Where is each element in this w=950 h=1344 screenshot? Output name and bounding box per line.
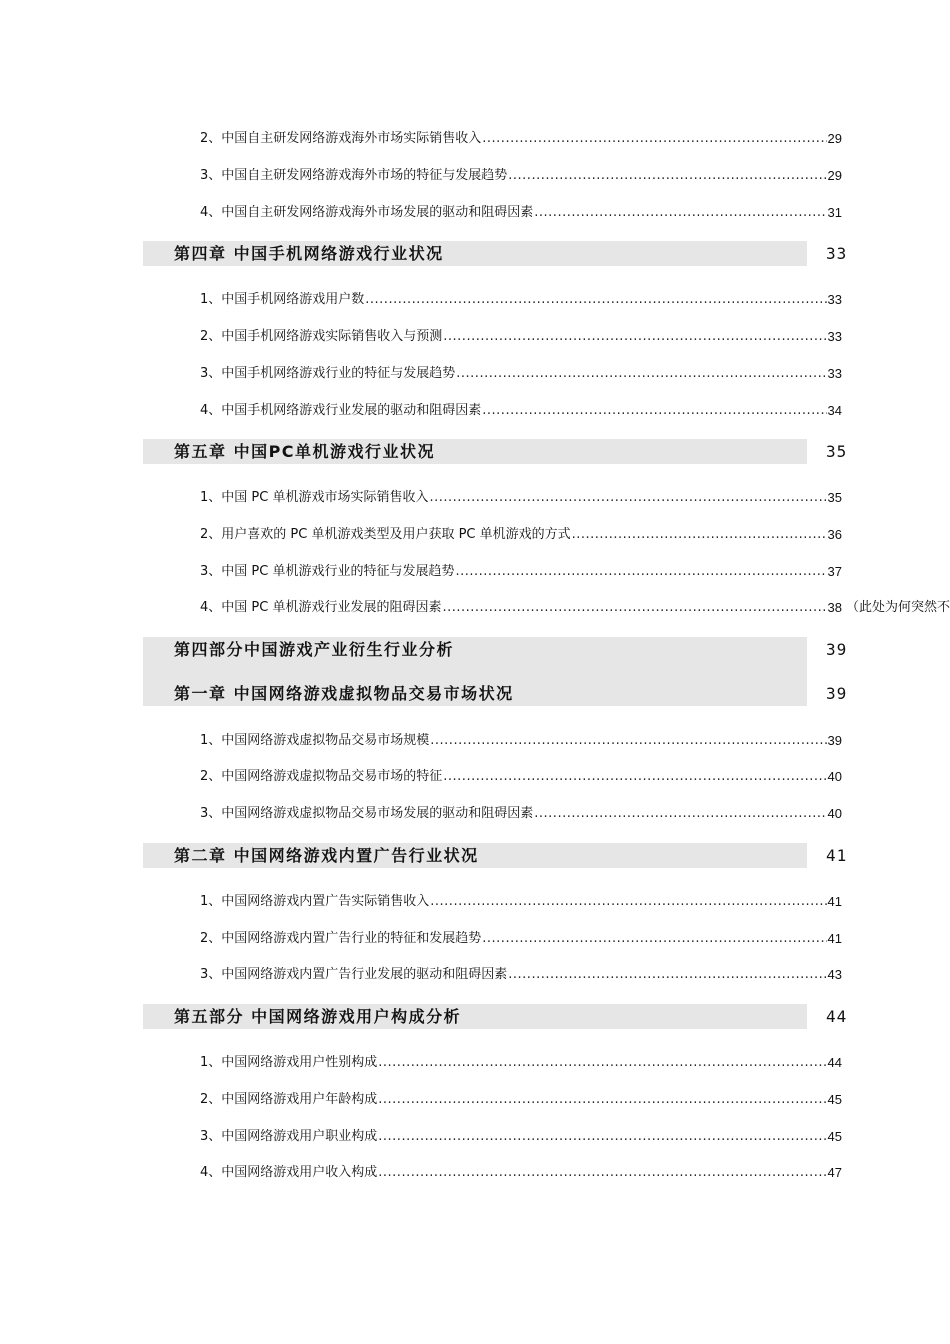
toc-leader-dots <box>508 168 826 184</box>
toc-entry-page: 34 <box>827 403 842 418</box>
toc-entry-label: 2、中国自主研发网络游戏海外市场实际销售收入 <box>200 131 482 146</box>
toc-leader-dots <box>456 366 826 382</box>
toc-entry[interactable] <box>200 362 842 382</box>
toc-entry-label: 2、中国手机网络游戏实际销售收入与预测 <box>200 329 443 344</box>
toc-leader-dots <box>378 1165 826 1181</box>
toc-entry[interactable] <box>200 201 842 221</box>
toc-entry[interactable] <box>200 288 842 308</box>
toc-entry[interactable] <box>200 1161 842 1181</box>
toc-entry-page: 37 <box>827 564 842 579</box>
toc-entry-page: 40 <box>827 806 842 821</box>
toc-entry[interactable] <box>200 164 842 184</box>
part-heading[interactable]: 第四部分中国游戏产业衍生行业分析 <box>174 640 455 659</box>
toc-entry-page: 36 <box>827 527 842 542</box>
toc-entry-page: 33 <box>827 292 842 307</box>
toc-entry[interactable] <box>200 596 950 616</box>
toc-entry-label: 1、中国网络游戏用户性别构成 <box>200 1055 378 1070</box>
toc-entry-label: 3、中国网络游戏虚拟物品交易市场发展的驱动和阻碍因素 <box>200 806 534 821</box>
toc-leader-dots <box>508 967 826 983</box>
toc-entry-label: 3、中国自主研发网络游戏海外市场的特征与发展趋势 <box>200 168 508 183</box>
toc-entry[interactable] <box>200 927 842 947</box>
toc-entry[interactable] <box>200 963 842 983</box>
toc-entry-page: 45 <box>827 1129 842 1144</box>
toc-entry-label: 2、中国网络游戏虚拟物品交易市场的特征 <box>200 769 443 784</box>
chapter-heading[interactable]: 第二章 中国网络游戏内置广告行业状况 <box>174 846 479 865</box>
toc-entry[interactable] <box>200 127 842 147</box>
toc-entry-label: 2、中国网络游戏内置广告行业的特征和发展趋势 <box>200 931 482 946</box>
toc-entry-label: 4、中国自主研发网络游戏海外市场发展的驱动和阻碍因素 <box>200 205 534 220</box>
toc-entry-page: 40 <box>827 769 842 784</box>
toc-leader-dots <box>378 1055 826 1071</box>
chapter-heading[interactable]: 第五章 中国PC单机游戏行业状况 <box>174 442 436 461</box>
chapter-heading-page: 35 <box>826 442 848 461</box>
part-heading[interactable]: 第五部分 中国网络游戏用户构成分析 <box>174 1007 462 1026</box>
toc-entry-label: 4、中国手机网络游戏行业发展的驱动和阻碍因素 <box>200 403 482 418</box>
chapter-heading[interactable]: 第四章 中国手机网络游戏行业状况 <box>174 244 444 263</box>
toc-entry-page: 38 <box>827 600 842 615</box>
toc-leader-dots <box>430 894 826 910</box>
toc-entry-label: 3、中国网络游戏用户职业构成 <box>200 1129 378 1144</box>
toc-entry-page: 47 <box>827 1165 842 1180</box>
toc-entry[interactable] <box>200 890 842 910</box>
toc-entry[interactable] <box>200 765 842 785</box>
toc-leader-dots <box>482 403 826 419</box>
toc-leader-dots <box>443 769 826 785</box>
toc-entry-page: 45 <box>827 1092 842 1107</box>
toc-leader-dots <box>534 806 826 822</box>
toc-leader-dots <box>378 1092 826 1108</box>
toc-leader-dots <box>365 292 826 308</box>
chapter-heading-page: 41 <box>826 846 848 865</box>
toc-leader-dots <box>572 527 827 543</box>
toc-entry[interactable] <box>200 1088 842 1108</box>
toc-entry-label: 2、中国网络游戏用户年龄构成 <box>200 1092 378 1107</box>
toc-leader-dots <box>534 205 826 221</box>
toc-leader-dots <box>430 733 826 749</box>
comment-note: （此处为何突然不 <box>845 600 950 615</box>
toc-entry-label: 1、中国网络游戏内置广告实际销售收入 <box>200 894 430 909</box>
toc-entry[interactable] <box>200 802 842 822</box>
toc-entry-page: 44 <box>827 1055 842 1070</box>
chapter-heading-page: 33 <box>826 244 848 263</box>
toc-entry-page: 29 <box>827 168 842 183</box>
toc-entry-page: 35 <box>827 490 842 505</box>
toc-entry-label: 3、中国网络游戏内置广告行业发展的驱动和阻碍因素 <box>200 967 508 982</box>
toc-leader-dots <box>429 490 826 506</box>
toc-entry[interactable] <box>200 1051 842 1071</box>
toc-entry-page: 31 <box>827 205 842 220</box>
toc-leader-dots <box>455 564 826 580</box>
toc-entry-page: 39 <box>827 733 842 748</box>
toc-entry-page: 43 <box>827 967 842 982</box>
toc-entry-label: 2、用户喜欢的 PC 单机游戏类型及用户获取 PC 单机游戏的方式 <box>200 527 571 542</box>
toc-leader-dots <box>482 931 826 947</box>
toc-entry-page: 41 <box>827 931 842 946</box>
chapter-heading[interactable]: 第一章 中国网络游戏虚拟物品交易市场状况 <box>174 684 514 703</box>
toc-leader-dots <box>443 329 826 345</box>
toc-leader-dots <box>378 1129 826 1145</box>
toc-entry[interactable] <box>200 729 842 749</box>
toc-entry-page: 33 <box>827 366 842 381</box>
chapter-heading-page: 39 <box>826 684 848 703</box>
part-heading-page: 44 <box>826 1007 848 1026</box>
toc-entry-label: 4、中国 PC 单机游戏行业发展的阻碍因素 <box>200 600 442 615</box>
toc-leader-dots <box>442 600 826 616</box>
toc-entry[interactable] <box>200 1125 842 1145</box>
toc-entry-label: 3、中国手机网络游戏行业的特征与发展趋势 <box>200 366 456 381</box>
toc-entry-page: 29 <box>827 131 842 146</box>
toc-entry[interactable] <box>200 560 842 580</box>
toc-entry-label: 1、中国手机网络游戏用户数 <box>200 292 365 307</box>
toc-entry[interactable] <box>200 399 842 419</box>
toc-leader-dots <box>482 131 826 147</box>
toc-entry[interactable] <box>200 325 842 345</box>
toc-entry-page: 33 <box>827 329 842 344</box>
toc-entry-label: 4、中国网络游戏用户收入构成 <box>200 1165 378 1180</box>
toc-entry-page: 41 <box>827 894 842 909</box>
toc-entry-label: 1、中国网络游戏虚拟物品交易市场规模 <box>200 733 430 748</box>
toc-entry-label: 1、中国 PC 单机游戏市场实际销售收入 <box>200 490 429 505</box>
part-heading-page: 39 <box>826 640 848 659</box>
toc-entry-label: 3、中国 PC 单机游戏行业的特征与发展趋势 <box>200 564 455 579</box>
toc-entry[interactable] <box>200 523 842 543</box>
toc-entry[interactable] <box>200 486 842 506</box>
